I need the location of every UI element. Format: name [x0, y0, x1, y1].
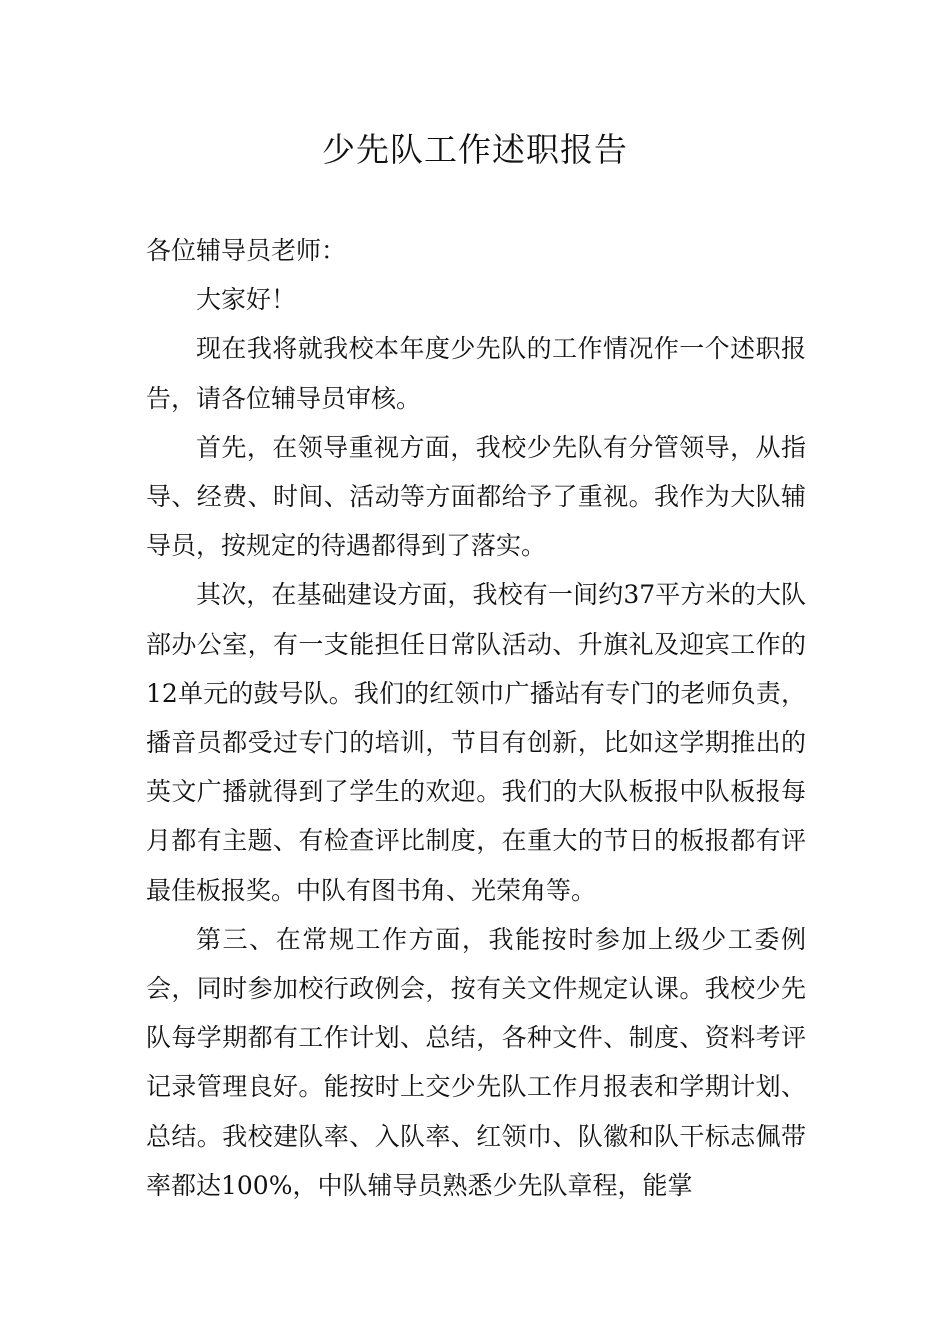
paragraph-routine-work: 第三、在常规工作方面，我能按时参加上级少工委例会，同时参加校行政例会，按有关文件规定认课。我校少先队每学期都有工作计划、总结，各种文件、制度、资料考评记录管理良好。能按时上交少先队工作月报表和学期计划、总结。我校建队率、入队率、红领巾、队徽和队干标志佩带率都达100%，中队辅导员熟悉少先队章程，能掌: [146, 924, 806, 1200]
greeting: 大家好！: [196, 285, 297, 315]
document-body: [146, 226, 806, 1210]
paragraph-infrastructure: 其次，在基础建设方面，我校有一间约37平方米的大队部办公室，有一支能担任日常队活动、升旗礼及迎宾工作的12单元的鼓号队。我们的红领巾广播站有专门的老师负责，播音员都受过专门的培训，节目有创新，比如这学期推出的英文广播就得到了学生的欢迎。我们的大队板报中队板报每月都有主题、有检查评比制度，在重大的节日的板报都有评最佳板报奖。中队有图书角、光荣角等。: [146, 580, 806, 905]
paragraph-leadership: 首先，在领导重视方面，我校少先队有分管领导，从指导、经费、时间、活动等方面都给予了重视。我作为大队辅导员，按规定的待遇都得到了落实。: [146, 432, 806, 561]
salutation: 各位辅导员老师：: [146, 236, 347, 265]
page-title: 少先队工作述职报告: [322, 130, 628, 169]
paragraph-intro: 现在我将就我校本年度少先队的工作情况作一个述职报告，请各位辅导员审核。: [146, 334, 806, 413]
